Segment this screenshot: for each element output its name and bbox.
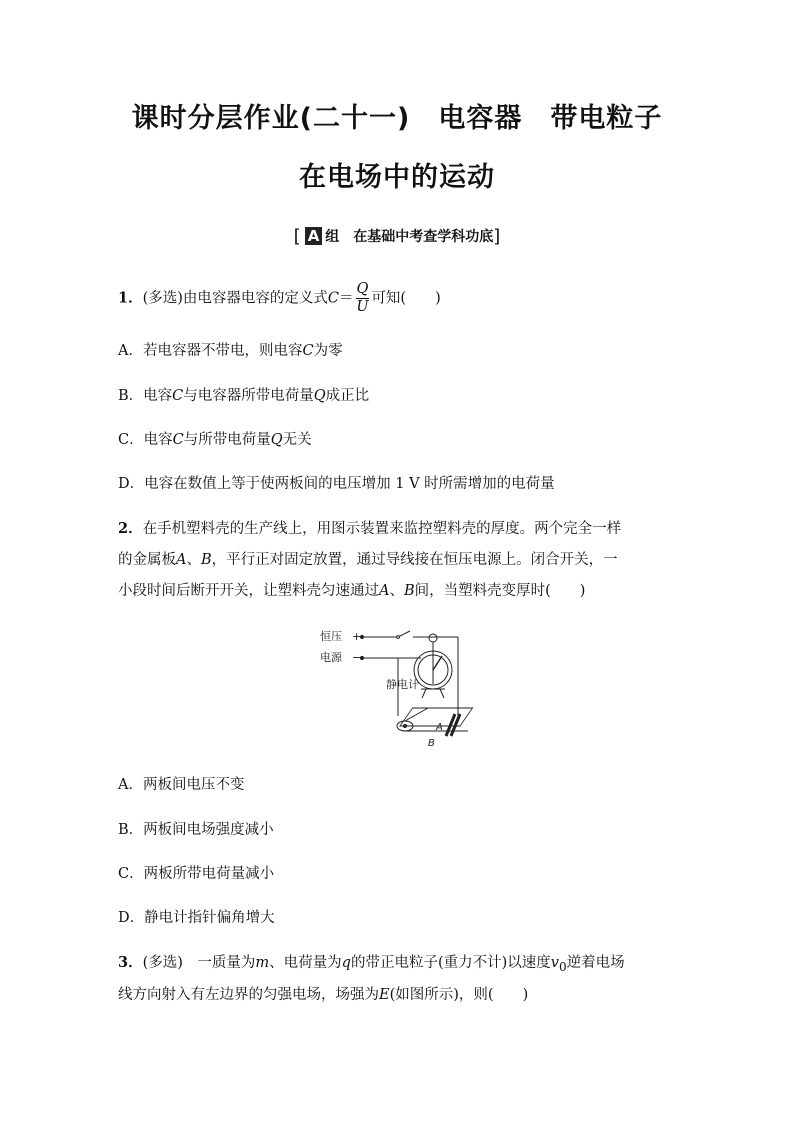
q1-option-b-text: B．电容 (118, 388, 173, 404)
capacitor-circuit-diagram (318, 626, 488, 751)
q2-stem-line-1 (118, 517, 621, 538)
q3-text-1c: 的带正电粒子(重力不计)以速度 (350, 955, 551, 971)
q1-option-a-text: A．若电容器不带电，则电容 (118, 343, 303, 359)
q3-text-1b: 、电荷量为 (269, 955, 342, 971)
q2-text-3b: 、 (389, 583, 404, 599)
q1-option-b (118, 384, 369, 405)
page-title-line-2: 在电场中的运动 (299, 162, 495, 193)
q1-fraction (356, 281, 370, 316)
meter-leg-right (440, 689, 444, 698)
q1-option-c-text: C．电容 (118, 432, 173, 448)
q1-frac-den: U (356, 299, 369, 315)
q1-var-c: C (327, 290, 340, 307)
meter-needle (433, 656, 442, 670)
q1-option-b-text-3: 成正比 (325, 388, 370, 404)
switch-pivot (397, 636, 400, 639)
label-plate-b: B (428, 738, 435, 749)
q1-option-b-text-2: 与电容器所带电荷量 (183, 388, 314, 404)
q2-var-b-2: B (403, 583, 415, 599)
open-bracket: [ (293, 226, 301, 247)
page-title-line-1: 课时分层作业(二十一) 电容器 带电粒子 (131, 103, 663, 134)
q1-option-a (118, 339, 343, 360)
q2-figure (318, 626, 488, 755)
q3-number: 3． (118, 954, 143, 971)
q3-text-1d: 逆着电场 (566, 955, 625, 971)
q1-equals: ＝ (339, 290, 354, 307)
q3-var-q: q (341, 955, 351, 971)
label-minus: − (352, 651, 362, 664)
q3-var-v: v (550, 955, 559, 971)
roll-core (404, 725, 407, 728)
q3-var-m: m (255, 955, 270, 971)
q3-stem-line-2 (118, 983, 528, 1004)
q1-stem (118, 281, 441, 316)
q1-option-c-text-3: 无关 (282, 432, 312, 448)
q2-text-2b: 、 (186, 552, 201, 568)
q2-option-a: A．两板间电压不变 (118, 777, 245, 793)
q3-stem-line-1 (118, 951, 625, 974)
q2-option-b: B．两板间电场强度减小 (118, 822, 274, 838)
q1-option-c-var-c: C (172, 432, 184, 448)
group-letter-badge: A (305, 227, 323, 245)
label-plus: + (352, 630, 362, 643)
q1-option-c-var-q: Q (270, 432, 283, 448)
q2-text-1: 在手机塑料壳的生产线上，用图示装置来监控塑料壳的厚度。两个完全一样 (142, 521, 622, 537)
q2-number: 2． (118, 520, 143, 537)
q1-option-a-text-2: 为零 (313, 343, 343, 359)
group-label: 组 在基础中考查学科功底 (325, 229, 494, 245)
meter-knob (429, 634, 437, 642)
q1-prefix: (多选)由电容器电容的定义式 (142, 290, 328, 307)
q1-option-a-var: C (302, 343, 314, 359)
label-supply-2: 电源 (320, 651, 342, 664)
meter-leg-left (422, 689, 426, 698)
q2-option-c: C．两板所带电荷量减小 (118, 866, 275, 882)
q2-option-d: D．静电计指针偏角增大 (118, 910, 275, 926)
q1-option-c (118, 428, 312, 449)
label-supply-1: 恒压 (320, 630, 342, 643)
q2-stem-line-2 (118, 548, 618, 569)
q3-text-2a: 线方向射入有左边界的匀强电场，场强为 (118, 987, 379, 1003)
q1-option-b-var-q: Q (313, 388, 326, 404)
label-meter: 静电计 (386, 678, 419, 691)
q1-suffix: 可知( ) (371, 290, 441, 307)
q2-stem-line-3 (118, 579, 585, 600)
q3-var-v-subscript: 0 (559, 959, 567, 974)
q1-frac-num: Q (356, 281, 369, 297)
q2-var-a: A (176, 552, 187, 568)
q2-text-2a: 的金属板 (118, 552, 176, 568)
q2-text-3c: 间，当塑料壳变厚时( ) (414, 583, 586, 599)
label-plate-a: A (436, 722, 443, 733)
q1-number: 1． (118, 289, 143, 307)
q1-option-d (118, 472, 555, 493)
q2-var-a-2: A (379, 583, 390, 599)
q1-option-c-text-2: 与所带电荷量 (183, 432, 271, 448)
switch-blade (398, 631, 410, 637)
q3-text-2b: (如图所示)，则( ) (389, 987, 529, 1003)
q2-var-b: B (200, 552, 212, 568)
q3-var-e: E (379, 987, 390, 1003)
q1-option-b-var-c: C (172, 388, 184, 404)
q2-text-3a: 小段时间后断开开关，让塑料壳匀速通过 (118, 583, 379, 599)
q3-text-1a: (多选) 一质量为 (142, 955, 256, 971)
q2-text-2c: ，平行正对固定放置，通过导线接在恒压电源上。闭合开关，一 (211, 552, 618, 568)
group-header (0, 226, 794, 247)
q1-option-d-text: D．电容在数值上等于使两板间的电压增加 1 V 时所需增加的电荷量 (118, 476, 555, 492)
close-bracket: ] (493, 226, 501, 247)
